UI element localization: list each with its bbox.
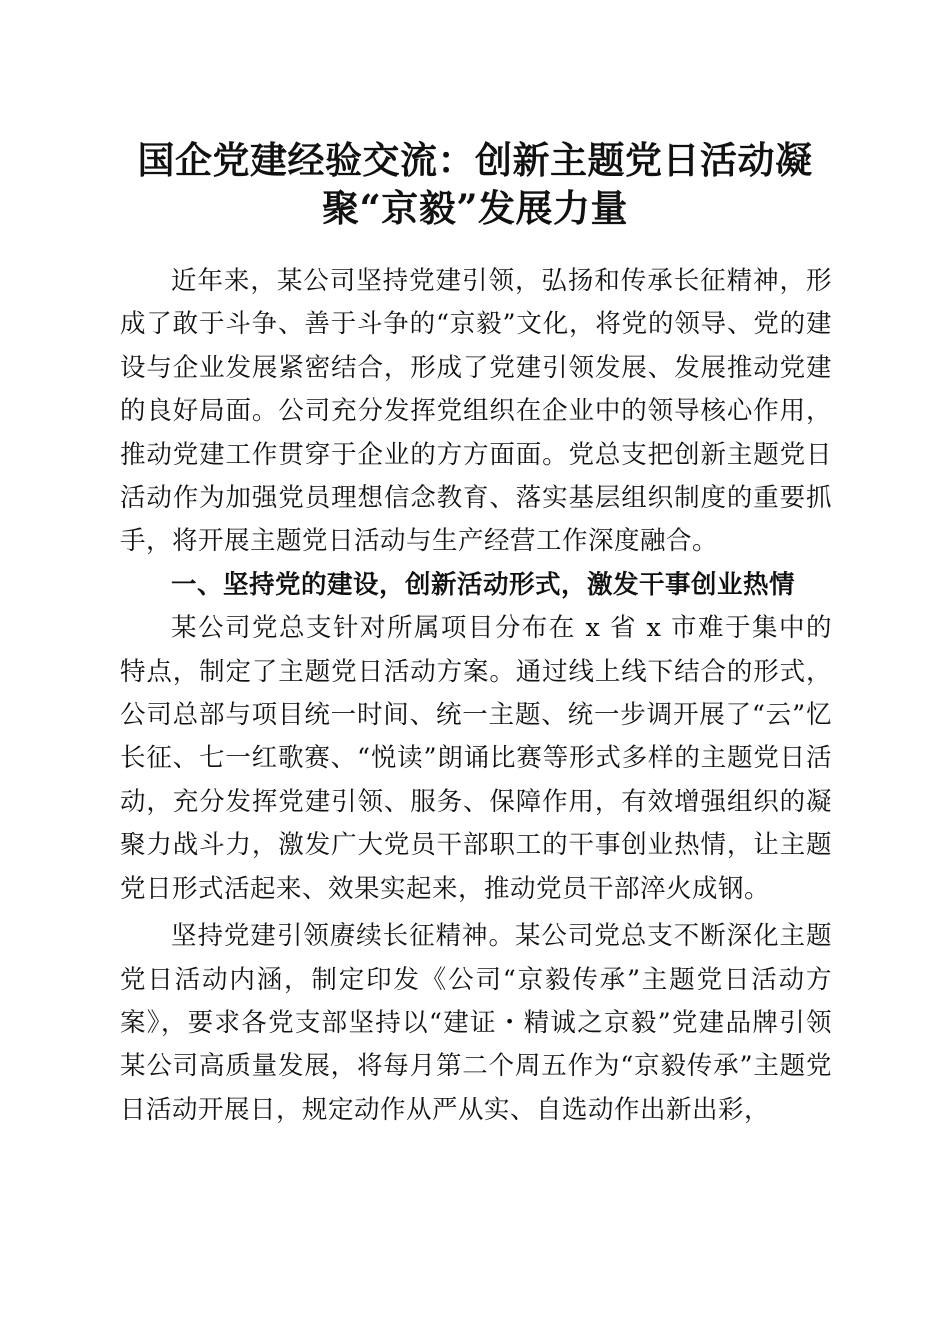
title-line-1: 国企党建经验交流：创新主题党日活动凝 bbox=[137, 138, 813, 182]
section-heading: 一、坚持党的建设，创新活动形式，激发干事创业热情 bbox=[171, 569, 796, 600]
document-body bbox=[120, 260, 832, 1132]
intro-paragraph: 近年来，某公司坚持党建引领，弘扬和传承长征精神，形成了敢于斗争、善于斗争的“京毅”文化，将党的领导、党的建设与企业发展紧密结合，形成了党建引领发展、发展推动党建的良好局面。公司充分发挥党组织在企业中的领导核心作用，推动党建工作贯穿于企业的方方面面。党总支把创新主题党日活动作为加强党员理想信念教育、落实基层组织制度的重要抓手，将开展主题党日活动与生产经营工作深度融合。 bbox=[120, 266, 832, 557]
title-line-2: 聚“京毅”发展力量 bbox=[321, 186, 629, 230]
document-title bbox=[120, 136, 830, 232]
section-paragraph-1: 某公司党总支针对所属项目分布在 x 省 x 市难于集中的特点，制定了主题党日活动方案。通过线上线下结合的形式，公司总部与项目统一时间、统一主题、统一步调开展了“云”忆长征、七一红歌赛、“悦读”朗诵比赛等形式多样的主题党日活动，充分发挥党建引领、服务、保障作用，有效增强组织的凝聚力战斗力，激发广大党员干部职工的干事创业热情，让主题党日形式活起来、效果实起来，推动党员干部淬火成钢。 bbox=[120, 613, 832, 904]
section-paragraph-2: 坚持党建引领赓续长征精神。某公司党总支不断深化主题党日活动内涵，制定印发《公司“京毅传承”主题党日活动方案》，要求各党支部坚持以“建证・精诚之京毅”党建品牌引领某公司高质量发展，将每月第二个周五作为“京毅传承”主题党日活动开展日，规定动作从严从实、自选动作出新出彩， bbox=[120, 921, 832, 1125]
